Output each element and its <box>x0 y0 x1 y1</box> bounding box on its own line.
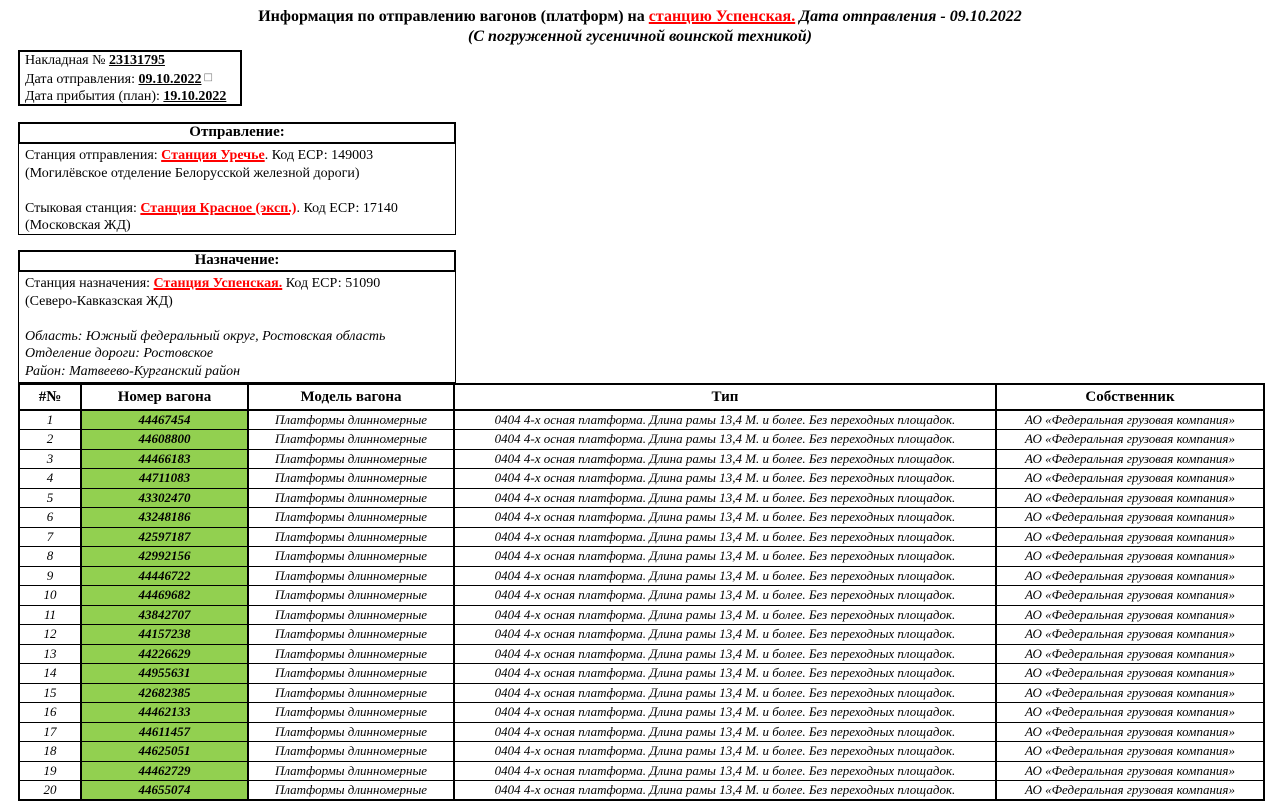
departure-station-line <box>25 147 449 165</box>
wagon-model-cell: Платформы длинномерные <box>248 469 454 489</box>
wagon-model-cell: Платформы длинномерные <box>248 488 454 508</box>
owner-cell: АО «Федеральная грузовая компания» <box>996 761 1264 781</box>
wagon-type-cell: 0404 4-х осная платформа. Длина рамы 13,4 М. и более. Без переходных площадок. <box>454 703 996 723</box>
destination-station-line <box>25 275 449 293</box>
departure-date-label: Дата отправления: <box>25 71 139 87</box>
owner-cell: АО «Федеральная грузовая компания» <box>996 508 1264 528</box>
wagon-type-cell: 0404 4-х осная платформа. Длина рамы 13,4 М. и более. Без переходных площадок. <box>454 781 996 801</box>
wagon-model-cell: Платформы длинномерные <box>248 410 454 430</box>
title-prefix: Информация по отправлению вагонов (платформ) на <box>258 8 649 25</box>
wagon-model-cell: Платформы длинномерные <box>248 430 454 450</box>
owner-cell: АО «Федеральная грузовая компания» <box>996 547 1264 567</box>
row-number-cell: 11 <box>19 605 81 625</box>
owner-cell: АО «Федеральная грузовая компания» <box>996 566 1264 586</box>
wagon-model-cell: Платформы длинномерные <box>248 781 454 801</box>
owner-cell: АО «Федеральная грузовая компания» <box>996 703 1264 723</box>
row-number-cell: 6 <box>19 508 81 528</box>
wagon-model-cell: Платформы длинномерные <box>248 449 454 469</box>
wagon-number-cell: 42992156 <box>81 547 248 567</box>
row-number-cell: 5 <box>19 488 81 508</box>
row-number-cell: 17 <box>19 722 81 742</box>
owner-cell: АО «Федеральная грузовая компания» <box>996 410 1264 430</box>
wagon-table-body <box>19 410 1264 800</box>
arrival-date-line <box>25 89 235 106</box>
wagon-number-cell: 44467454 <box>81 410 248 430</box>
table-row <box>19 410 1264 430</box>
table-row <box>19 488 1264 508</box>
wagon-number-cell: 43842707 <box>81 605 248 625</box>
col-header-owner: Собственник <box>996 384 1264 410</box>
departure-station-label: Станция отправления: <box>25 148 162 163</box>
departure-section-body <box>18 144 456 235</box>
document-title <box>0 7 1280 27</box>
wagon-model-cell: Платформы длинномерные <box>248 586 454 606</box>
wagon-type-cell: 0404 4-х осная платформа. Длина рамы 13,4 М. и более. Без переходных площадок. <box>454 508 996 528</box>
table-row <box>19 605 1264 625</box>
wagon-type-cell: 0404 4-х осная платформа. Длина рамы 13,4 М. и более. Без переходных площадок. <box>454 547 996 567</box>
owner-cell: АО «Федеральная грузовая компания» <box>996 781 1264 801</box>
wagon-model-cell: Платформы длинномерные <box>248 703 454 723</box>
wagon-type-cell: 0404 4-х осная платформа. Длина рамы 13,4 М. и более. Без переходных площадок. <box>454 488 996 508</box>
col-header-wagon-model: Модель вагона <box>248 384 454 410</box>
destination-section-header: Назначение: <box>18 250 456 272</box>
row-number-cell: 13 <box>19 644 81 664</box>
owner-cell: АО «Федеральная грузовая компания» <box>996 488 1264 508</box>
owner-cell: АО «Федеральная грузовая компания» <box>996 605 1264 625</box>
col-header-wagon-number: Номер вагона <box>81 384 248 410</box>
row-number-cell: 8 <box>19 547 81 567</box>
table-row <box>19 566 1264 586</box>
wagon-number-cell: 43248186 <box>81 508 248 528</box>
table-row <box>19 430 1264 450</box>
wagon-model-cell: Платформы длинномерные <box>248 644 454 664</box>
wagon-number-cell: 44157238 <box>81 625 248 645</box>
spacer <box>25 310 449 328</box>
table-row <box>19 547 1264 567</box>
row-number-cell: 7 <box>19 527 81 547</box>
wagon-type-cell: 0404 4-х осная платформа. Длина рамы 13,4 М. и более. Без переходных площадок. <box>454 566 996 586</box>
wagon-type-cell: 0404 4-х осная платформа. Длина рамы 13,4 М. и более. Без переходных площадок. <box>454 449 996 469</box>
wagon-number-cell: 44226629 <box>81 644 248 664</box>
junction-station-line <box>25 200 449 218</box>
row-number-cell: 16 <box>19 703 81 723</box>
wagon-number-cell: 44469682 <box>81 586 248 606</box>
destination-division-line: Отделение дороги: Ростовское <box>25 346 214 362</box>
wagon-number-cell: 44611457 <box>81 722 248 742</box>
wagon-model-cell: Платформы длинномерные <box>248 527 454 547</box>
wagon-number-cell: 44625051 <box>81 742 248 762</box>
wagon-type-cell: 0404 4-х осная платформа. Длина рамы 13,4 М. и более. Без переходных площадок. <box>454 761 996 781</box>
row-number-cell: 1 <box>19 410 81 430</box>
row-number-cell: 12 <box>19 625 81 645</box>
wagon-model-cell: Платформы длинномерные <box>248 664 454 684</box>
wagon-number-cell: 42682385 <box>81 683 248 703</box>
wagon-type-cell: 0404 4-х осная платформа. Длина рамы 13,4 М. и более. Без переходных площадок. <box>454 527 996 547</box>
wagon-number-cell: 44462729 <box>81 761 248 781</box>
wagon-type-cell: 0404 4-х осная платформа. Длина рамы 13,4 М. и более. Без переходных площадок. <box>454 430 996 450</box>
title-departure-date: Дата отправления - 09.10.2022 <box>795 8 1022 25</box>
wagon-number-cell: 44446722 <box>81 566 248 586</box>
wagon-type-cell: 0404 4-х осная платформа. Длина рамы 13,4 М. и более. Без переходных площадок. <box>454 410 996 430</box>
owner-cell: АО «Федеральная грузовая компания» <box>996 527 1264 547</box>
owner-cell: АО «Федеральная грузовая компания» <box>996 449 1264 469</box>
wagon-type-cell: 0404 4-х осная платформа. Длина рамы 13,4 М. и более. Без переходных площадок. <box>454 683 996 703</box>
wagon-model-cell: Платформы длинномерные <box>248 508 454 528</box>
owner-cell: АО «Федеральная грузовая компания» <box>996 722 1264 742</box>
destination-station-label: Станция назначения: <box>25 276 154 291</box>
wagon-type-cell: 0404 4-х осная платформа. Длина рамы 13,4 М. и более. Без переходных площадок. <box>454 722 996 742</box>
title-station-link[interactable]: станцию Успенская. <box>648 8 796 25</box>
destination-district-line: Район: Матвеево-Курганский район <box>25 363 241 379</box>
wagon-model-cell: Платформы длинномерные <box>248 547 454 567</box>
destination-station-code: Код ЕСР: 51090 <box>282 276 381 291</box>
junction-station-link[interactable]: Станция Красное (эксп.) <box>140 200 297 216</box>
wagon-type-cell: 0404 4-х осная платформа. Длина рамы 13,4 М. и более. Без переходных площадок. <box>454 469 996 489</box>
departure-station-note: (Могилёвское отделение Белорусской железной дороги) <box>25 165 360 181</box>
wagon-number-cell: 42597187 <box>81 527 248 547</box>
table-header-row <box>19 384 1264 410</box>
wagon-model-cell: Платформы длинномерные <box>248 742 454 762</box>
col-header-row-number: #№ <box>19 384 81 410</box>
row-number-cell: 15 <box>19 683 81 703</box>
document-title-block <box>0 7 1280 47</box>
row-number-cell: 20 <box>19 781 81 801</box>
departure-station-link[interactable]: Станция Уречье <box>161 148 265 163</box>
junction-station-code: . Код ЕСР: 17140 <box>296 200 398 216</box>
wagon-model-cell: Платформы длинномерные <box>248 683 454 703</box>
destination-section-body <box>18 272 456 383</box>
wagon-number-cell: 43302470 <box>81 488 248 508</box>
row-number-cell: 4 <box>19 469 81 489</box>
table-row <box>19 742 1264 762</box>
table-row <box>19 683 1264 703</box>
wagon-type-cell: 0404 4-х осная платформа. Длина рамы 13,4 М. и более. Без переходных площадок. <box>454 586 996 606</box>
wagon-model-cell: Платформы длинномерные <box>248 761 454 781</box>
table-row <box>19 703 1264 723</box>
departure-date-value: 09.10.2022 <box>138 71 202 87</box>
table-row <box>19 625 1264 645</box>
owner-cell: АО «Федеральная грузовая компания» <box>996 625 1264 645</box>
departure-date-line <box>25 70 235 89</box>
row-number-cell: 3 <box>19 449 81 469</box>
spacer <box>25 182 449 200</box>
wagon-model-cell: Платформы длинномерные <box>248 605 454 625</box>
row-number-cell: 9 <box>19 566 81 586</box>
table-row <box>19 508 1264 528</box>
table-row <box>19 781 1264 801</box>
wagon-number-cell: 44955631 <box>81 664 248 684</box>
wagon-type-cell: 0404 4-х осная платформа. Длина рамы 13,4 М. и более. Без переходных площадок. <box>454 605 996 625</box>
destination-station-link[interactable]: Станция Успенская. <box>153 276 283 291</box>
waybill-number-line <box>25 53 235 70</box>
destination-region-line: Область: Южный федеральный округ, Ростовская область <box>25 328 386 344</box>
table-row <box>19 527 1264 547</box>
owner-cell: АО «Федеральная грузовая компания» <box>996 664 1264 684</box>
wagon-type-cell: 0404 4-х осная платформа. Длина рамы 13,4 М. и более. Без переходных площадок. <box>454 625 996 645</box>
wagon-model-cell: Платформы длинномерные <box>248 625 454 645</box>
waybill-number-label: Накладная № <box>25 53 109 68</box>
table-row <box>19 586 1264 606</box>
table-row <box>19 664 1264 684</box>
wagon-number-cell: 44466183 <box>81 449 248 469</box>
table-row <box>19 644 1264 664</box>
wagon-number-cell: 44462133 <box>81 703 248 723</box>
wagon-model-cell: Платформы длинномерные <box>248 722 454 742</box>
departure-section-header: Отправление: <box>18 122 456 144</box>
placeholder-square-icon: □ <box>203 71 213 83</box>
owner-cell: АО «Федеральная грузовая компания» <box>996 430 1264 450</box>
row-number-cell: 10 <box>19 586 81 606</box>
waybill-number-value: 23131795 <box>108 53 165 68</box>
wagon-number-cell: 44608800 <box>81 430 248 450</box>
owner-cell: АО «Федеральная грузовая компания» <box>996 644 1264 664</box>
table-row <box>19 761 1264 781</box>
owner-cell: АО «Федеральная грузовая компания» <box>996 683 1264 703</box>
junction-station-note: (Московская ЖД) <box>25 218 131 234</box>
arrival-date-value: 19.10.2022 <box>163 88 227 104</box>
owner-cell: АО «Федеральная грузовая компания» <box>996 469 1264 489</box>
wagon-table <box>18 383 1265 801</box>
destination-station-note: (Северо-Кавказская ЖД) <box>25 293 173 309</box>
row-number-cell: 19 <box>19 761 81 781</box>
row-number-cell: 18 <box>19 742 81 762</box>
table-row <box>19 722 1264 742</box>
owner-cell: АО «Федеральная грузовая компания» <box>996 586 1264 606</box>
wagon-type-cell: 0404 4-х осная платформа. Длина рамы 13,4 М. и более. Без переходных площадок. <box>454 742 996 762</box>
wagon-type-cell: 0404 4-х осная платформа. Длина рамы 13,4 М. и более. Без переходных площадок. <box>454 664 996 684</box>
col-header-type: Тип <box>454 384 996 410</box>
departure-station-code: . Код ЕСР: 149003 <box>264 148 374 163</box>
wagon-type-cell: 0404 4-х осная платформа. Длина рамы 13,4 М. и более. Без переходных площадок. <box>454 644 996 664</box>
wagon-number-cell: 44711083 <box>81 469 248 489</box>
table-row <box>19 469 1264 489</box>
junction-station-label: Стыковая станция: <box>25 200 141 216</box>
waybill-info-box <box>18 50 242 106</box>
row-number-cell: 14 <box>19 664 81 684</box>
wagon-model-cell: Платформы длинномерные <box>248 566 454 586</box>
wagon-number-cell: 44655074 <box>81 781 248 801</box>
document-subtitle: (С погруженной гусеничной воинской техникой) <box>468 28 812 45</box>
table-row <box>19 449 1264 469</box>
owner-cell: АО «Федеральная грузовая компания» <box>996 742 1264 762</box>
row-number-cell: 2 <box>19 430 81 450</box>
arrival-date-label: Дата прибытия (план): <box>25 88 164 104</box>
